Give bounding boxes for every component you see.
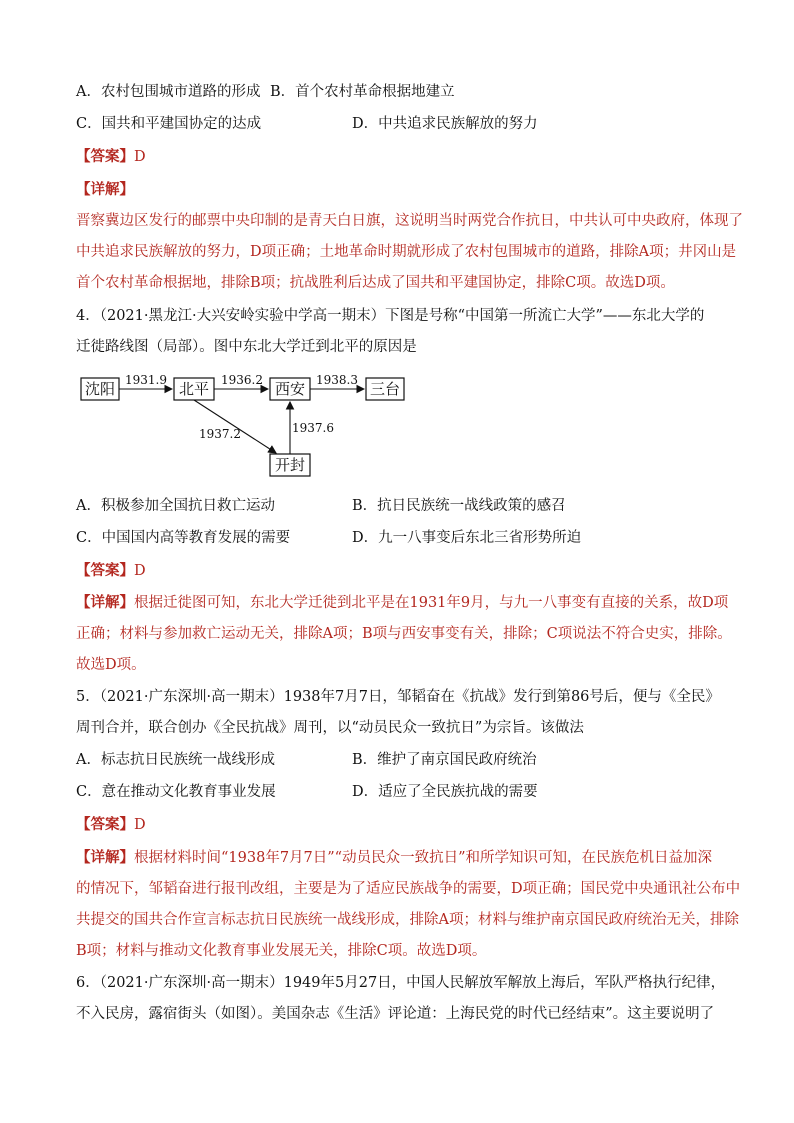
q5-option-a: A．标志抗日民族统一战线形成 bbox=[76, 752, 275, 768]
q4-option-a: A．积极参加全国抗日救亡运动 bbox=[76, 498, 275, 514]
q3-option-b: B．首个农村革命根据地建立 bbox=[270, 84, 455, 100]
q3-option-a: A．农村包围城市道路的形成 bbox=[76, 84, 261, 100]
q3-option-d: D．中共追求民族解放的努力 bbox=[352, 116, 538, 132]
node-beiping: 北平 bbox=[178, 380, 210, 398]
q5-option-c: C．意在推动文化教育事业发展 bbox=[76, 784, 276, 800]
detail-text: 根据迁徙图可知，东北大学迁徙到北平是在1931年9月，与九一八事变有直接的关系，故D项 bbox=[134, 595, 729, 611]
detail-label: 【详解】 bbox=[76, 181, 134, 198]
q5-stem-line: 周刊合并，联合创办《全民抗战》周刊，以“动员民众一致抗日”为宗旨。该做法 bbox=[76, 720, 584, 736]
q4-stem-line: 4．（2021·黑龙江·大兴安岭实验中学高一期末）下图是号称“中国第一所流亡大学”——东北大学的 bbox=[76, 308, 705, 324]
q3-option-c: C．国共和平建国协定的达成 bbox=[76, 116, 262, 132]
q4-detail-line: 正确；材料与参加救亡运动无关，排除A项；B项与西安事变有关，排除；C项说法不符合史实，排除。 bbox=[76, 626, 732, 642]
q6-stem-line: 不入民房，露宿街头（如图）。美国杂志《生活》评论道：上海民党的时代已经结束”。这主要说明了 bbox=[76, 1006, 715, 1022]
q4-stem-line: 迁徙路线图（局部）。图中东北大学迁到北平的原因是 bbox=[76, 339, 417, 355]
q5-detail-line: B项；材料与推动文化教育事业发展无关，排除C项。故选D项。 bbox=[76, 943, 487, 959]
answer-label: 【答案】 bbox=[76, 562, 134, 579]
node-kaifeng: 开封 bbox=[274, 456, 306, 474]
q3-detail-label bbox=[76, 180, 134, 200]
q5-option-b: B．维护了南京国民政府统治 bbox=[352, 752, 537, 768]
migration-route-diagram bbox=[76, 368, 416, 480]
edge-label: 1936.2 bbox=[221, 373, 263, 387]
q4-detail-line: 故选D项。 bbox=[76, 657, 146, 673]
q5-detail bbox=[76, 848, 712, 868]
q3-detail-line: 首个农村革命根据地，排除B项；抗战胜利后达成了国共和平建国协定，排除C项。故选D项。 bbox=[76, 275, 675, 291]
node-shenyang: 沈阳 bbox=[84, 380, 116, 398]
q4-detail bbox=[76, 593, 728, 613]
q5-option-d: D．适应了全民族抗战的需要 bbox=[352, 784, 538, 800]
answer-value: D bbox=[134, 149, 146, 165]
answer-value: D bbox=[134, 563, 146, 579]
q5-detail-line: 共提交的国共合作宣言标志抗日民族统一战线形成，排除A项；材料与维护南京国民政府统治无关，排除 bbox=[76, 912, 739, 928]
q3-detail-line: 中共追求民族解放的努力，D项正确；土地革命时期就形成了农村包围城市的道路，排除A项；井冈山是 bbox=[76, 244, 737, 260]
detail-text: 根据材料时间“1938年7月7日”“动员民众一致抗日”和所学知识可知，在民族危机日益加深 bbox=[134, 850, 713, 866]
detail-label: 【详解】 bbox=[76, 849, 134, 866]
edge-label: 1937.6 bbox=[292, 421, 334, 435]
q6-stem-line: 6．（2021·广东深圳·高一期末）1949年5月27日，中国人民解放军解放上海后，军队严格执行纪律， bbox=[76, 975, 726, 991]
q5-detail-line: 的情况下，邹韬奋进行报刊改组，主要是为了适应民族战争的需要，D项正确；国民党中央通讯社公布中 bbox=[76, 881, 741, 897]
q5-stem-line: 5．（2021·广东深圳·高一期末）1938年7月7日，邹韬奋在《抗战》发行到第86号后，便与《全民》 bbox=[76, 689, 720, 705]
answer-value: D bbox=[134, 817, 146, 833]
q4-answer bbox=[76, 561, 146, 581]
edge-label: 1937.2 bbox=[199, 427, 241, 441]
q4-option-b: B．抗日民族统一战线政策的感召 bbox=[352, 498, 566, 514]
edge-label: 1938.3 bbox=[316, 373, 358, 387]
q4-option-c: C．中国国内高等教育发展的需要 bbox=[76, 530, 291, 546]
answer-label: 【答案】 bbox=[76, 148, 134, 165]
node-xian: 西安 bbox=[274, 380, 306, 398]
answer-label: 【答案】 bbox=[76, 816, 134, 833]
q3-detail-line: 晋察冀边区发行的邮票中央印制的是青天白日旗，这说明当时两党合作抗日，中共认可中央政府，体现了 bbox=[76, 213, 743, 229]
edge-label: 1931.9 bbox=[125, 373, 167, 387]
detail-label: 【详解】 bbox=[76, 594, 134, 611]
q3-answer bbox=[76, 147, 146, 167]
node-santai: 三台 bbox=[369, 380, 401, 398]
q5-answer bbox=[76, 815, 146, 835]
q4-option-d: D．九一八事变后东北三省形势所迫 bbox=[352, 530, 582, 546]
